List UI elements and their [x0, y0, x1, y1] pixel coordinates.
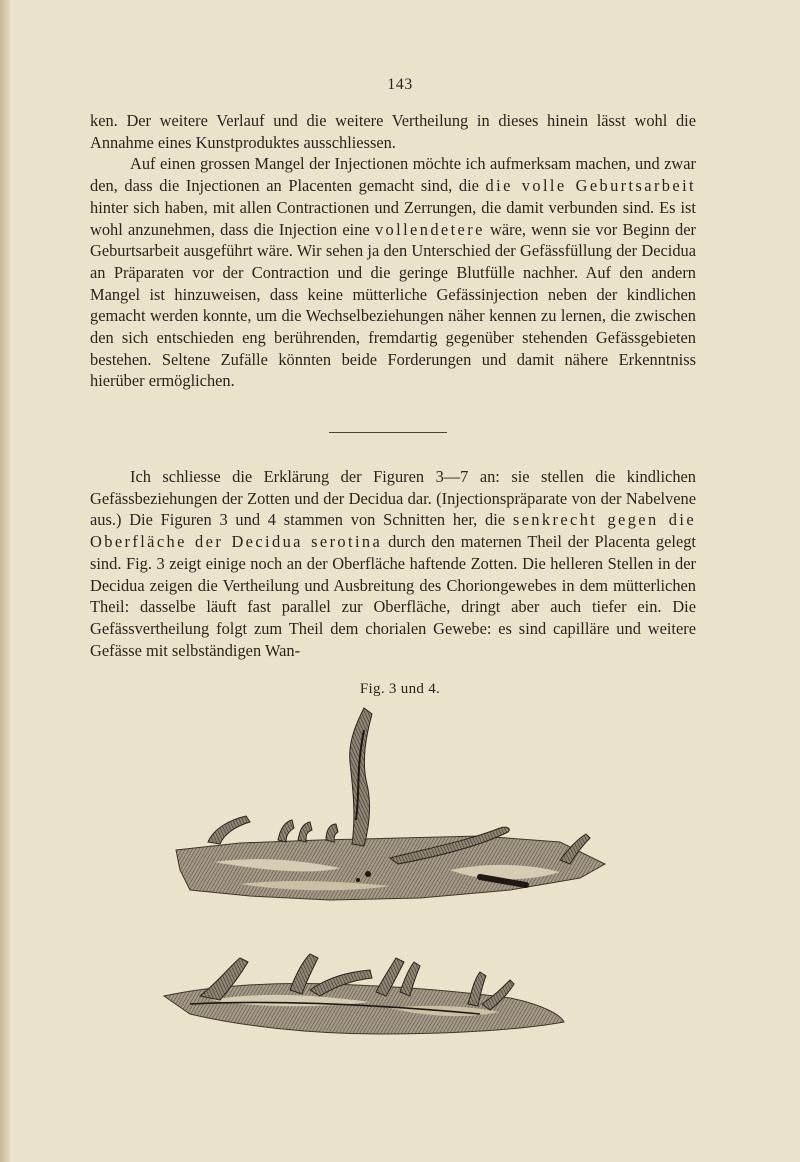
- paragraph-3-part-c: durch den maternen Theil der Placenta gelegt sind. Fig. 3 zeigt einige noch an der Oberfläche haftende Zotten. Die helleren Stellen in der Decidua zeigen die Vertheilung und Ausbreitung des Choriongewebes in dem mütterlichen Theil: dasselbe läuft fast parallel zur Oberfläche, dringt aber auch tiefer ein. Die Gefässvertheilung folgt zum Theil dem chorialen Gewebe: es sind capilläre und weitere Gefässe mit selbständigen Wan-: [90, 532, 696, 660]
- paragraph-3-part-a: Ich schliesse die Erklärung der Figuren 3—7 an: sie stellen die kindlichen Gefässbeziehungen der Zotten und der Decidua dar. (Injectionspräparate von der Nabelvene aus.) Die Figuren 3 und 4 stammen von Schnitten her, die: [90, 467, 696, 530]
- spaced-emphasis-1: die volle Geburtsarbeit: [485, 176, 696, 196]
- figure-caption: Fig. 3 und 4.: [359, 681, 441, 697]
- paragraph-2-part-e: wäre, wenn sie vor Beginn der Geburtsarbeit ausgeführt wäre. Wir sehen ja den Unterschied der Gefässfüllung der Decidua an Präparaten vor der Contraction und die geringe Blutfülle nachher. Auf den andern Mangel ist hinzuweisen, dass keine mütterliche Gefässinjection neben der kindlichen gemacht werden konnte, um die Wechselbeziehungen näher kennen zu lernen, die zwischen den sich entschieden eng berührenden, fremdartig gegenüber stehenden Gefässgebieten bestehen. Seltene Zufälle könnten beide Forderungen und damit nähere Erkenntniss hierüber ermöglichen.: [90, 219, 696, 391]
- paragraph-3: [90, 466, 696, 661]
- figure-illustration: [150, 700, 630, 1050]
- fig-3-drawing: [176, 708, 605, 900]
- text-block-2: [90, 466, 696, 661]
- paragraph-1: ken. Der weitere Verlauf und die weitere Vertheilung in dieses hinein lässt wohl die Annahme eines Kunstproduktes ausschliessen.: [90, 111, 696, 152]
- spaced-emphasis-2: vollendetere: [374, 219, 485, 239]
- fig-4-drawing: [164, 954, 564, 1034]
- spaced-emphasis-3: senkrecht gegen die Oberfläche der Decidua serotina: [90, 510, 696, 552]
- page-spine-shadow: [0, 0, 10, 1162]
- paragraph-2-part-c: hinter sich haben, mit allen Contractionen und Zerrungen, die damit verbunden sind. Es ist wohl anzunehmen, dass die Injection eine: [90, 197, 696, 239]
- page-number: 143: [387, 76, 413, 93]
- paragraph-2-part-a: Auf einen grossen Mangel der Injectionen möchte ich aufmerksam machen, und zwar den, dass die Injectionen an Placenten gemacht sind, die: [90, 154, 696, 196]
- paragraph-2: [90, 153, 696, 392]
- text-block-1: [90, 110, 696, 392]
- placenta-section-drawing: [150, 700, 630, 1050]
- section-divider: [329, 432, 447, 433]
